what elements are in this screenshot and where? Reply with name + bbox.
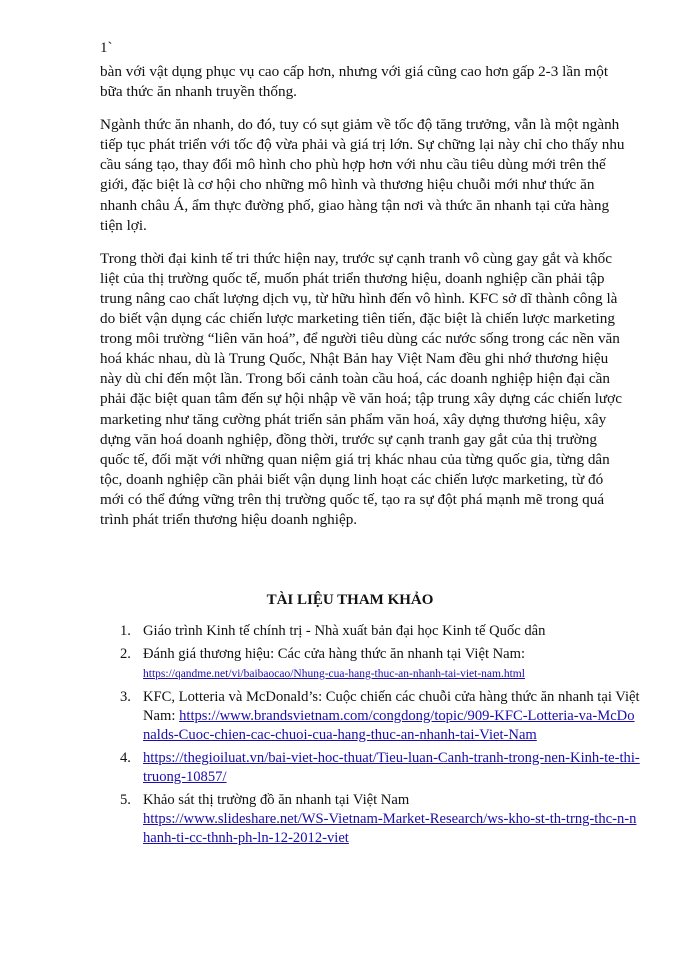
body-text xyxy=(100,62,630,543)
reference-text: KFC, Lotteria và McDonald’s: Cuộc chiến các chuỗi cửa hàng thức ăn nhanh tại Việt Nam: xyxy=(143,689,640,724)
reference-item xyxy=(100,645,640,684)
reference-link[interactable]: https://www.slideshare.net/WS-Vietnam-Market-Research/ws-kho-st-th-trng-thc-n-nhanh-ti-cc-thnh-ph-ln-12-2012-viet xyxy=(143,811,637,846)
reference-text: Giáo trình Kinh tế chính trị - Nhà xuất bản đại học Kinh tế Quốc dân xyxy=(143,623,546,639)
reference-text: Khảo sát thị trường đồ ăn nhanh tại Việt Nam xyxy=(143,792,410,808)
reference-item xyxy=(100,688,640,745)
reference-number: 3. xyxy=(120,689,131,705)
reference-text: Đánh giá thương hiệu: Các cửa hàng thức ăn nhanh tại Việt Nam: xyxy=(143,646,526,662)
reference-link[interactable]: https://qandme.net/vi/baibaocao/Nhung-cua-hang-thuc-an-nhanh-tai-viet-nam.html xyxy=(143,668,525,680)
references-heading: TÀI LIỆU THAM KHẢO xyxy=(266,592,434,608)
reference-link[interactable]: https://www.brandsvietnam.com/congdong/topic/909-KFC-Lotteria-va-McDonalds-Cuoc-chien-cac-chuoi-cua-hang-thuc-an-nhanh-tai-Viet-Nam xyxy=(143,708,635,743)
page-number: 1` xyxy=(100,40,113,56)
paragraph-3: Trong thời đại kinh tế tri thức hiện nay, trước sự cạnh tranh vô cùng gay gắt và khốc liệt của thị trường quốc tế, muốn phát triển thương hiệu, doanh nghiệp cần phải tập trung nâng cao chất lượng dịch vụ, từ hữu hình đến vô hình. KFC sở dĩ thành công là do biết vận dụng các chiến lược marketing tiên tiến, đặc biệt là chiến lược marketing trong môi trường “liên văn hoá”, để người tiêu dùng các nước sống trong các nền văn hoá khác nhau, dù là Trung Quốc, Nhật Bản hay Việt Nam đều ghi nhớ thương hiệu này dù chỉ đến một lần. Trong bối cảnh toàn cầu hoá, các doanh nghiệp hiện đại cần phải đặc biệt quan tâm đến sự hội nhập về văn hoá; tập trung xây dựng các chiến lược marketing như tăng cường phát triển sản phẩm văn hoá, xây dựng thương hiệu, xây dựng văn hoá doanh nghiệp, đồng thời, trước sự cạnh tranh gay gắt của thị trường quốc tế, đối mặt với những quan niệm giá trị khác nhau của từng quốc gia, từng dân tộc, doanh nghiệp cần phải biết vận dụng linh hoạt các chiến lược marketing, từ đó mới có thể đứng vững trên thị trường quốc tế, tạo ra sự đột phá mạnh mẽ trong quá trình phát triển thương hiệu doanh nghiệp. xyxy=(100,249,622,528)
reference-number: 1. xyxy=(120,623,131,639)
reference-item xyxy=(100,791,640,848)
paragraph-1: bàn với vật dụng phục vụ cao cấp hơn, nhưng với giá cũng cao hơn gấp 2-3 lần một bữa thức ăn nhanh truyền thống. xyxy=(100,63,609,101)
reference-number: 2. xyxy=(120,646,131,662)
reference-link[interactable]: https://thegioiluat.vn/bai-viet-hoc-thuat/Tieu-luan-Canh-tranh-trong-nen-Kinh-te-thi-truong-10857/ xyxy=(143,750,640,785)
reference-item xyxy=(100,749,640,787)
reference-item xyxy=(100,622,640,641)
reference-number: 5. xyxy=(120,792,131,808)
reference-number: 4. xyxy=(120,750,131,766)
references-list xyxy=(100,622,640,852)
paragraph-2: Ngành thức ăn nhanh, do đó, tuy có sụt giảm về tốc độ tăng trưởng, vẫn là một ngành tiếp tục phát triển với tốc độ vừa phải và giá trị lớn. Sự chững lại này chỉ cho thấy nhu cầu sáng tạo, thay đổi mô hình cho phù hợp hơn với nhu cầu tiêu dùng mới trên thế giới, đặc biệt là cơ hội cho những mô hình và thương hiệu chuỗi mới như thức ăn nhanh châu Á, ẩm thực đường phố, giao hàng tận nơi và thức ăn nhanh tại cửa hàng tiện lợi. xyxy=(100,116,625,234)
